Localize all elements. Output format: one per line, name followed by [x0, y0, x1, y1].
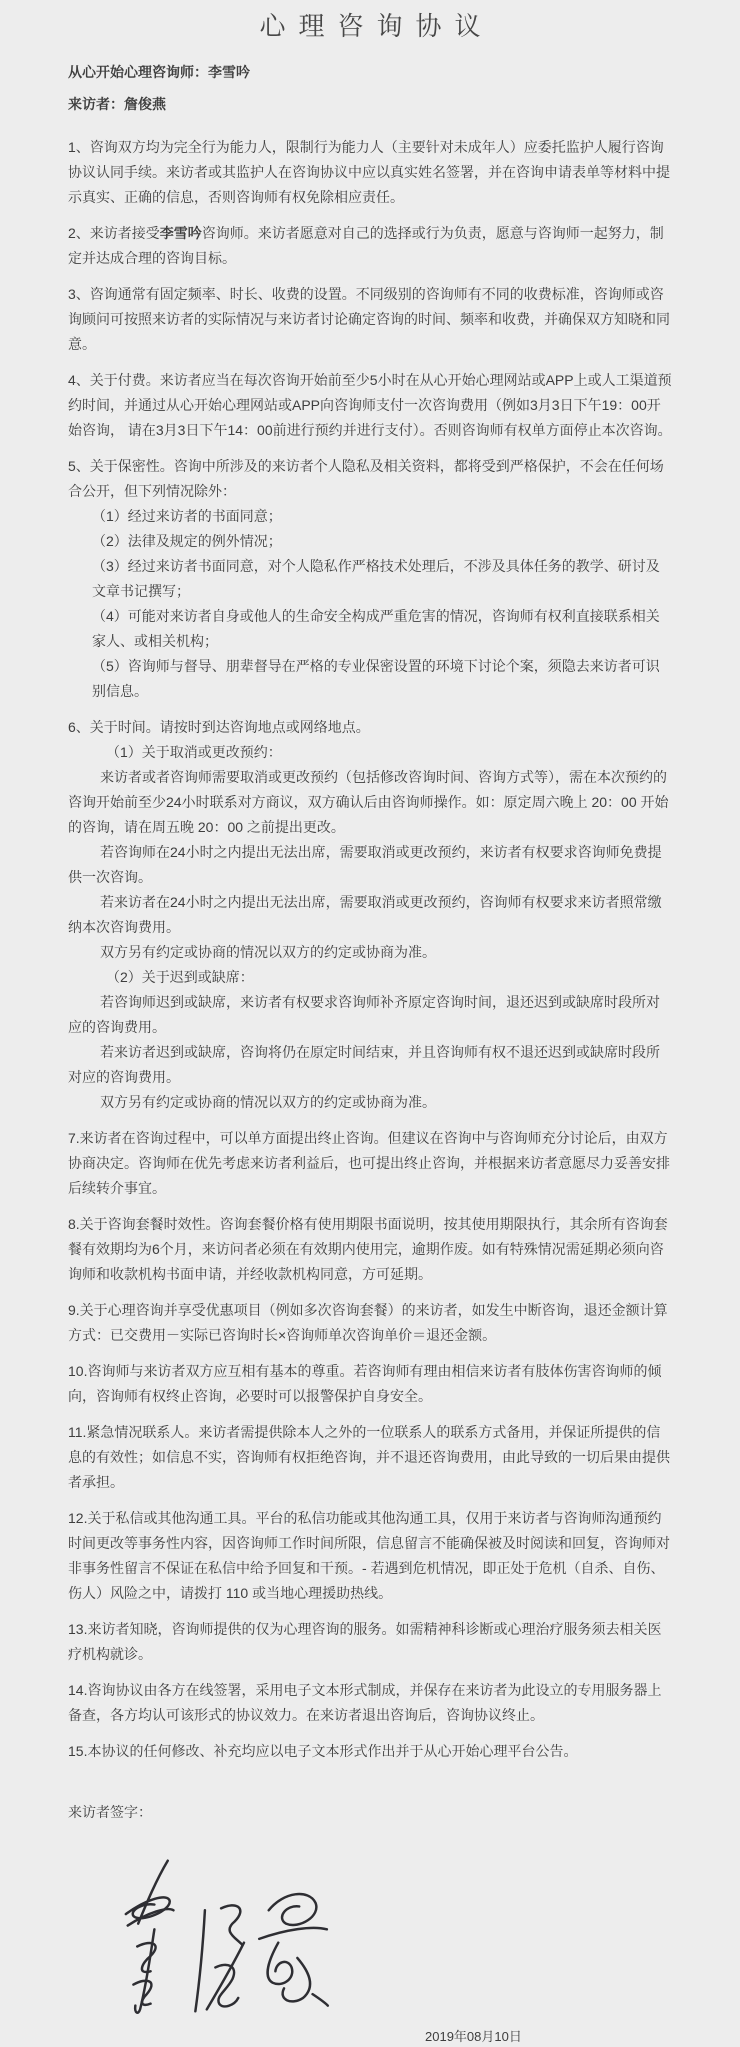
clause-3: 3、咨询通常有固定频率、时长、收费的设置。不同级别的咨询师有不同的收费标准，咨询师或咨询顾问可按照来访者的实际情况与来访者讨论确定咨询的时间、频率和收费，并确保双方知晓和同意。 [68, 286, 670, 352]
clause-6-sub-2-para-2: 若来访者迟到或缺席，咨询将仍在原定时间结束，并且咨询师有权不退还迟到或缺席时段所对应的咨询费用。 [68, 1044, 660, 1085]
clause-6-sub-1-para-4: 双方另有约定或协商的情况以双方的约定或协商为准。 [100, 944, 436, 960]
page-title: 心理咨询协议 [259, 11, 494, 41]
visitor-signature-label: 来访者签字： [68, 1804, 152, 1820]
clause-2-suffix: 咨询师。来访者愿意对自己的选择或行为负责，愿意与咨询师一起努力，制定并达成合理的咨询目标。 [68, 225, 664, 266]
clause-5-item-5: （5）咨询师与督导、朋辈督导在严格的专业保密设置的环境下讨论个案，须隐去来访者可识别信息。 [92, 658, 660, 699]
clause-12: 12.关于私信或其他沟通工具。平台的私信功能或其他沟通工具，仅用于来访者与咨询师沟通预约时间更改等事务性内容，因咨询师工作时间所限，信息留言不能确保被及时阅读和回复，咨询师对非事务性留言不保证在私信中给予回复和干预。- 若遇到危机情况，即正处于危机（自杀、自伤、伤人）风险之中，请拨打 110 或当地心理援助热线。 [68, 1510, 670, 1601]
clause-5-intro: 5、关于保密性。咨询中所涉及的来访者个人隐私及相关资料，都将受到严格保护，不会在任何场合公开，但下列情况除外： [68, 458, 664, 499]
clause-14: 14.咨询协议由各方在线签署，采用电子文本形式制成，并保存在来访者为此设立的专用服务器上备查，各方均认可该形式的协议效力。在来访者退出咨询后，咨询协议终止。 [68, 1682, 662, 1723]
clause-5-item-1: （1）经过来访者的书面同意； [92, 508, 282, 524]
visitor-signature [108, 1855, 672, 2017]
clause-5-item-4: （4）可能对来访者自身或他人的生命安全构成严重危害的情况，咨询师有权利直接联系相关家人、或相关机构； [92, 608, 660, 649]
signature-ink-icon [108, 1855, 338, 2017]
clause-13: 13.来访者知晓，咨询师提供的仅为心理咨询的服务。如需精神科诊断或心理治疗服务须去相关医疗机构就诊。 [68, 1621, 662, 1662]
clause-2-counselor-name: 李雪吟 [159, 225, 202, 241]
clause-4: 4、关于付费。来访者应当在每次咨询开始前至少5小时在从心开始心理网站或APP上或人工渠道预约时间，并通过从心开始心理网站或APP向咨询师支付一次咨询费用（例如3月3日下午19：00开始咨询， 请在3月3日下午14：00前进行预约并进行支付）。否则咨询师有权单方面停止本次咨询。 [68, 372, 672, 438]
clause-6-sub-2-para-3: 双方另有约定或协商的情况以双方的约定或协商为准。 [100, 1094, 436, 1110]
clause-8: 8.关于咨询套餐时效性。咨询套餐价格有使用期限书面说明，按其使用期限执行，其余所有咨询套餐有效期均为6个月，来访问者必须在有效期内使用完，逾期作废。如有特殊情况需延期必须向咨询师和收款机构书面申请，并经收款机构同意，方可延期。 [68, 1216, 668, 1282]
agreement-document [68, 0, 672, 2047]
clause-6-sub-1-para-1: 来访者或者咨询师需要取消或更改预约（包括修改咨询时间、咨询方式等），需在本次预约的咨询开始前至少24小时联系对方商议，双方确认后由咨询师操作。如：原定周六晚上 20：00 开始的咨询，请在周五晚 20：00 之前提出更改。 [68, 769, 669, 835]
clause-1: 1、咨询双方均为完全行为能力人，限制行为能力人（主要针对未成年人）应委托监护人履行咨询协议认同手续。来访者或其监护人在咨询协议中应以真实姓名签署，并在咨询申请表单等材料中提示真实、正确的信息，否则咨询师有权免除相应责任。 [68, 139, 670, 205]
clause-6-sub-1-para-2: 若咨询师在24小时之内提出无法出席，需要取消或更改预约，来访者有权要求咨询师免费提供一次咨询。 [68, 844, 662, 885]
clause-2-prefix: 2、来访者接受 [68, 225, 160, 241]
clause-6-sub-2-para-1: 若咨询师迟到或缺席，来访者有权要求咨询师补齐原定咨询时间，退还迟到或缺席时段所对应的咨询费用。 [68, 994, 660, 1035]
counselor-line: 从心开始心理咨询师：李雪吟 [68, 64, 250, 80]
clause-5-item-2: （2）法律及规定的例外情况； [92, 533, 282, 549]
clause-6-sub-1-para-3: 若来访者在24小时之内提出无法出席，需要取消或更改预约，咨询师有权要求来访者照常缴纳本次咨询费用。 [68, 894, 662, 935]
clause-11: 11.紧急情况联系人。来访者需提供除本人之外的一位联系人的联系方式备用，并保证所提供的信息的有效性；如信息不实，咨询师有权拒绝咨询，并不退还咨询费用，由此导致的一切后果由提供者承担。 [68, 1424, 670, 1490]
clause-15: 15.本协议的任何修改、补充均应以电子文本形式作出并于从心开始心理平台公告。 [68, 1743, 578, 1759]
clause-7: 7.来访者在咨询过程中，可以单方面提出终止咨询。但建议在咨询中与咨询师充分讨论后，由双方协商决定。咨询师在优先考虑来访者利益后，也可提出终止咨询，并根据来访者意愿尽力妥善安排后续转介事宜。 [68, 1130, 670, 1196]
clause-6-sub-2-head: （2）关于迟到或缺席： [106, 969, 254, 985]
clause-6-intro: 6、关于时间。请按时到达咨询地点或网络地点。 [68, 719, 370, 735]
clause-10: 10.咨询师与来访者双方应互相有基本的尊重。若咨询师有理由相信来访者有肢体伤害咨询师的倾向，咨询师有权终止咨询，必要时可以报警保护自身安全。 [68, 1363, 662, 1404]
clause-6-sub-1-head: （1）关于取消或更改预约： [106, 744, 282, 760]
clause-2 [68, 221, 672, 271]
clause-9: 9.关于心理咨询并享受优惠项目（例如多次咨询套餐）的来访者，如发生中断咨询，退还金额计算方式：已交费用－实际已咨询时长×咨询师单次咨询单价＝退还金额。 [68, 1302, 668, 1343]
signature-date: 2019年08月10日 [425, 2029, 522, 2044]
visitor-line: 来访者：詹俊燕 [68, 96, 166, 112]
clause-5-item-3: （3）经过来访者书面同意，对个人隐私作严格技术处理后，不涉及具体任务的教学、研讨及文章书记撰写； [92, 558, 660, 599]
